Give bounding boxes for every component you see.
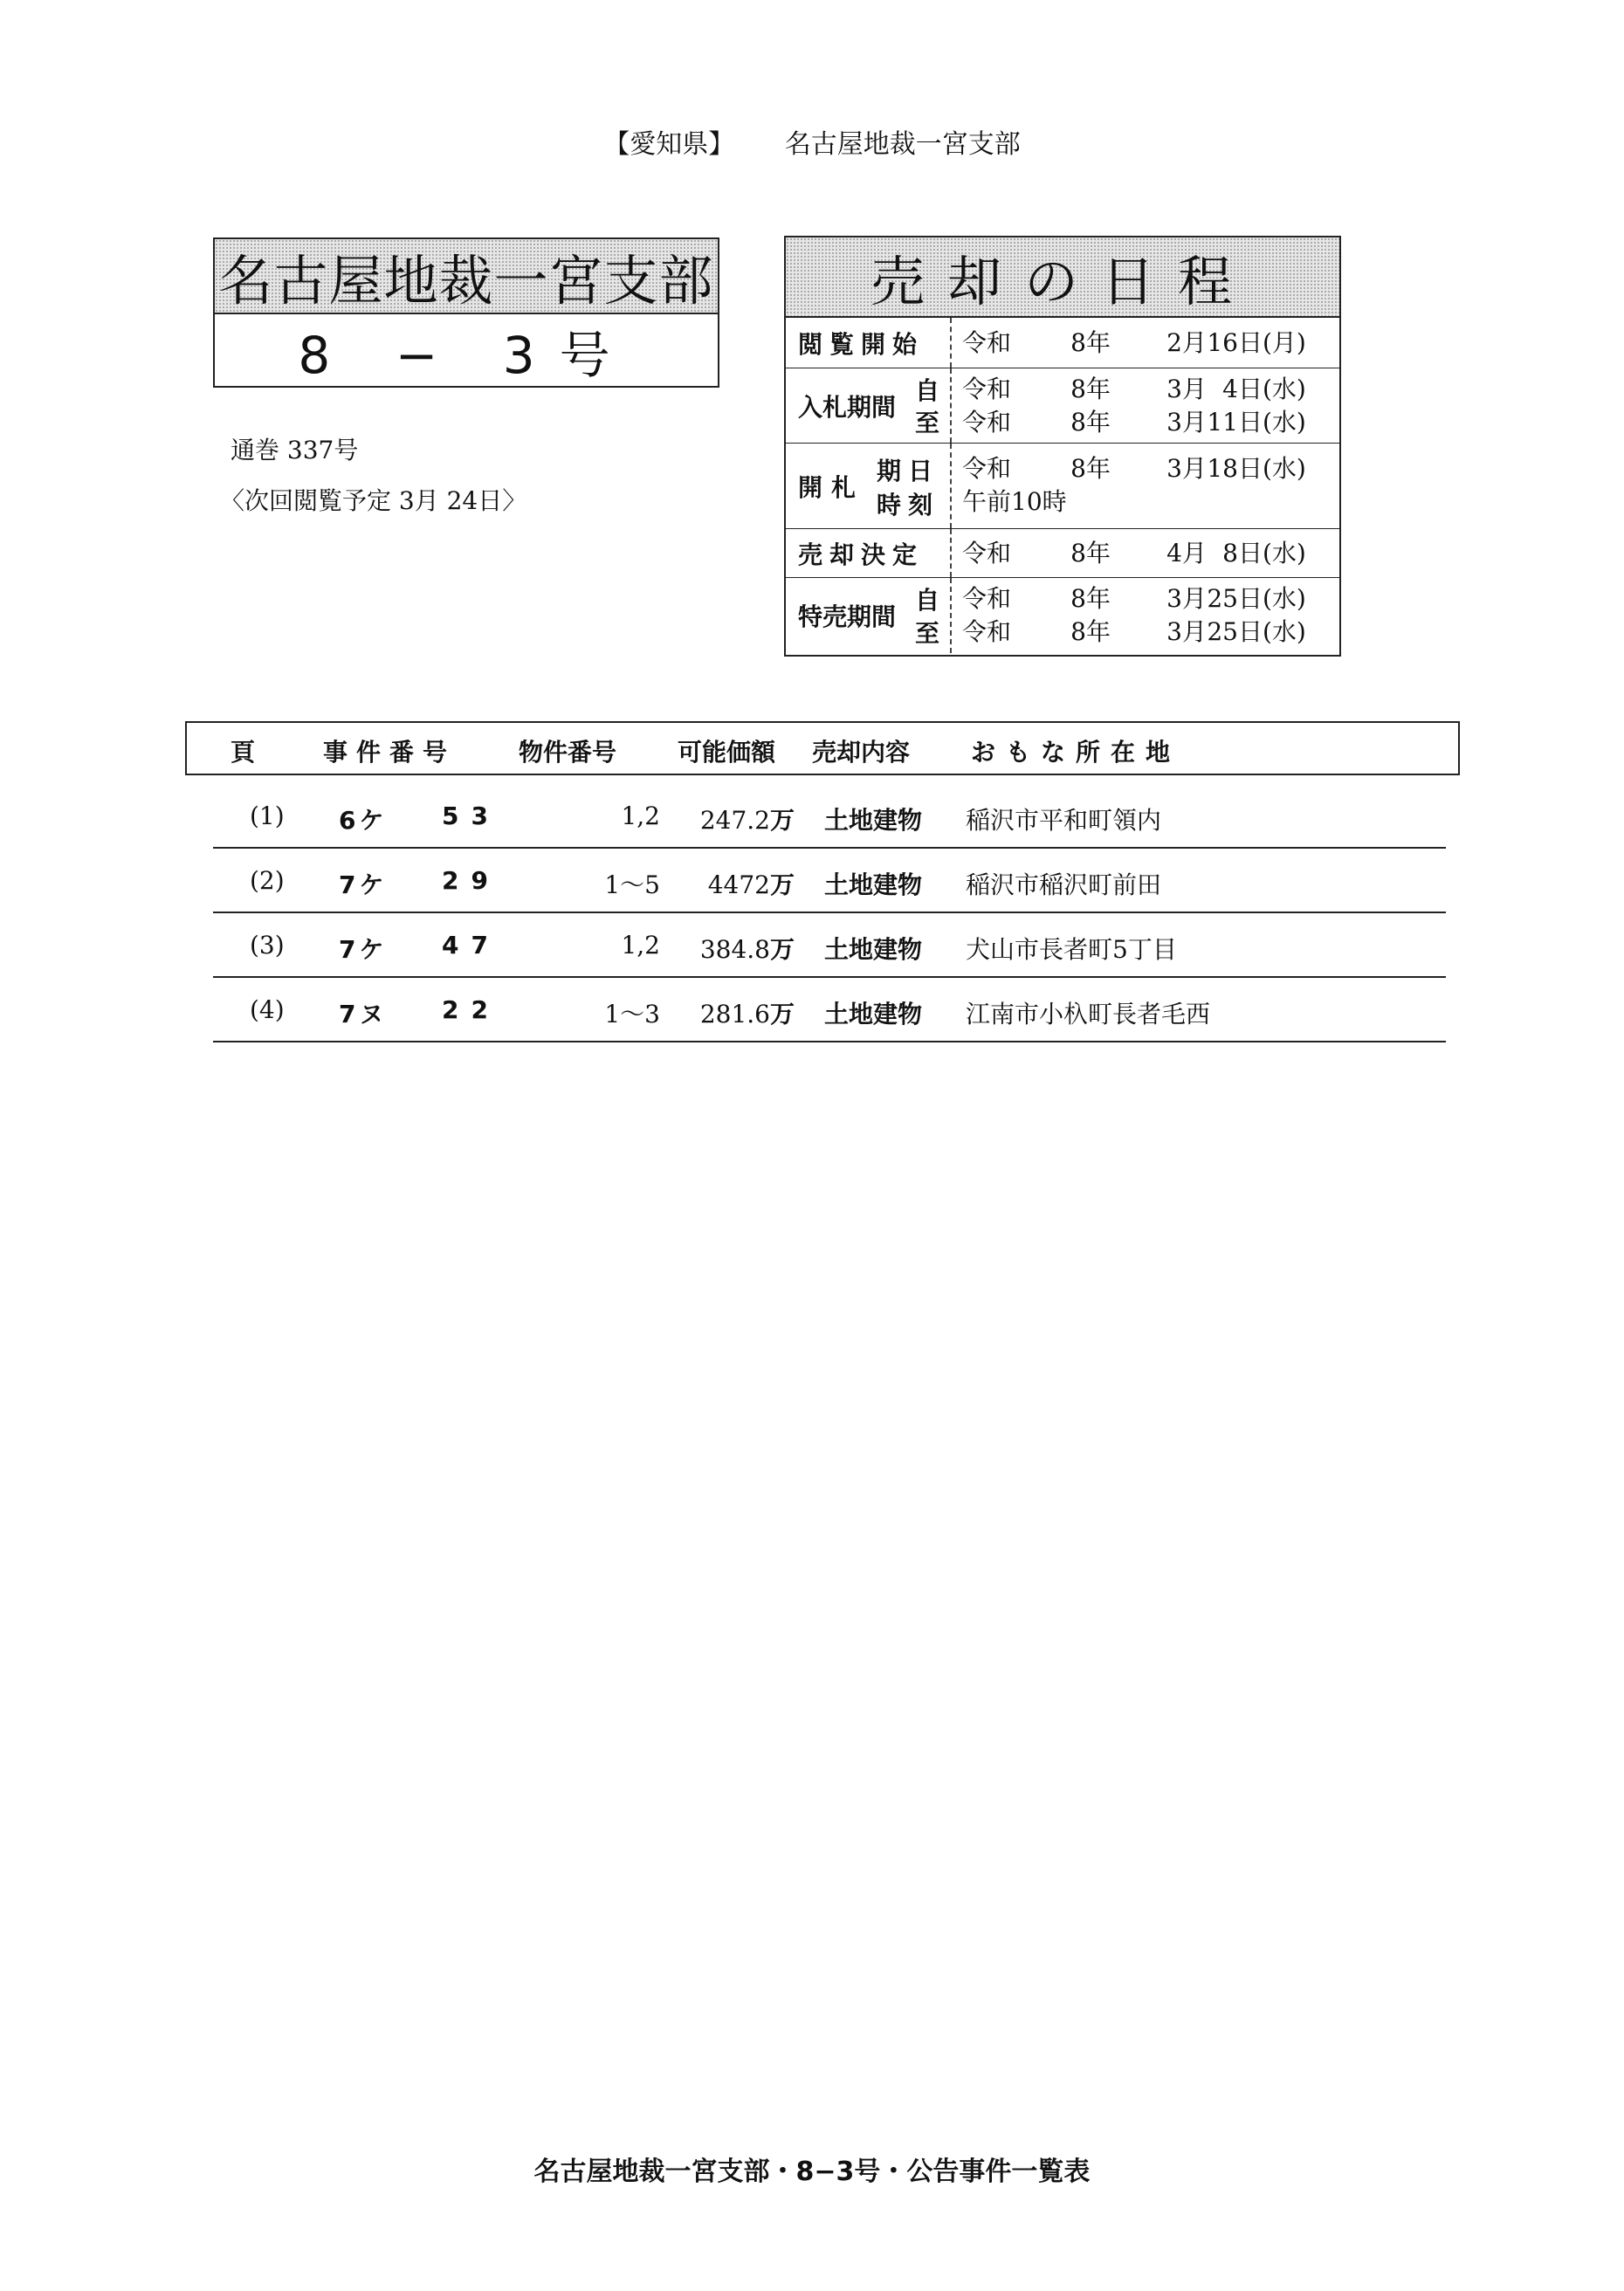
volume-number: 通巻 337号	[231, 436, 359, 464]
schedule-date: 令和 8年 3月11日(水)	[962, 408, 1306, 437]
row-item-number: 1,2	[621, 931, 660, 960]
schedule-label: 売却決定	[798, 540, 925, 569]
schedule-title: 売却の日程	[786, 237, 1339, 318]
row-item-number: 1〜3	[604, 1000, 660, 1029]
column-header-item-number: 物件番号	[519, 738, 617, 767]
schedule-sublabel: 自	[914, 586, 939, 615]
schedule-date: 令和 8年 3月18日(水)	[962, 454, 1306, 483]
page-footer: 名古屋地裁一宮支部・8−3号・公告事件一覧表	[533, 2157, 1091, 2187]
title-box	[213, 237, 719, 388]
row-page: (1)	[250, 802, 285, 830]
schedule-row-opening	[786, 444, 1339, 529]
row-sale-type: 土地建物	[824, 806, 923, 835]
title-court-name: 名古屋地裁一宮支部	[215, 239, 718, 314]
row-location: 江南市小杁町長者毛西	[966, 1000, 1211, 1029]
title-issue-number: 8 − 3号	[298, 326, 635, 385]
row-price: 384.8万	[699, 935, 795, 964]
row-case-number: 47	[442, 931, 500, 960]
row-location: 稲沢市平和町領内	[966, 806, 1162, 835]
row-item-number: 1〜5	[604, 870, 660, 899]
column-header-location: おもな所在地	[971, 738, 1181, 767]
column-header-case-number: 事件番号	[323, 738, 457, 767]
schedule-date: 令和 8年 2月16日(月)	[962, 328, 1306, 357]
row-location: 稲沢市稲沢町前田	[966, 870, 1162, 899]
row-price: 247.2万	[699, 806, 795, 835]
schedule-date: 令和 8年 3月 4日(水)	[962, 375, 1306, 403]
schedule-row-special-sale	[786, 578, 1339, 653]
row-case-type: 7ケ	[339, 935, 388, 964]
table-row	[213, 784, 1446, 849]
row-case-type: 7ヌ	[339, 1000, 388, 1029]
schedule-sublabel: 期日	[876, 457, 939, 485]
row-page: (3)	[250, 931, 285, 960]
row-sale-type: 土地建物	[824, 935, 923, 964]
schedule-date: 令和 8年 4月 8日(水)	[962, 539, 1306, 568]
row-case-number: 29	[442, 866, 500, 895]
schedule-sublabel: 時刻	[876, 491, 939, 519]
sale-schedule	[784, 236, 1341, 657]
prefecture-label: 【愛知県】	[603, 129, 735, 160]
row-page: (2)	[250, 866, 285, 895]
column-header-price: 可能価額	[678, 738, 776, 767]
row-case-type: 7ケ	[339, 870, 388, 899]
column-header-sale-type: 売却内容	[812, 738, 911, 767]
row-sale-type: 土地建物	[824, 1000, 923, 1029]
table-row	[213, 978, 1446, 1042]
row-case-number: 53	[442, 802, 500, 830]
schedule-label: 閲覧開始	[798, 329, 925, 359]
row-price: 4472万	[707, 870, 795, 899]
court-label: 名古屋地裁一宮支部	[784, 129, 1021, 160]
row-page: (4)	[250, 995, 285, 1024]
column-header-page: 頁	[231, 738, 256, 767]
table-row	[213, 913, 1446, 978]
row-sale-type: 土地建物	[824, 870, 923, 899]
schedule-date: 令和 8年 3月25日(水)	[962, 617, 1306, 646]
schedule-time: 午前10時	[962, 487, 1067, 516]
page-header	[0, 122, 1624, 161]
row-case-number: 22	[442, 995, 500, 1024]
schedule-label: 入札期間	[798, 392, 897, 422]
schedule-label: 開札	[798, 472, 865, 502]
schedule-sublabel: 至	[914, 409, 939, 437]
schedule-label: 特売期間	[798, 602, 897, 631]
schedule-date: 令和 8年 3月25日(水)	[962, 584, 1306, 613]
schedule-row-viewing-start	[786, 318, 1339, 368]
schedule-sublabel: 至	[914, 619, 939, 648]
table-row	[213, 849, 1446, 913]
row-location: 犬山市長者町5丁目	[966, 935, 1177, 964]
schedule-row-sale-decision	[786, 529, 1339, 578]
schedule-row-bid-period	[786, 368, 1339, 444]
row-case-type: 6ケ	[339, 806, 388, 835]
schedule-sublabel: 自	[914, 376, 939, 405]
row-item-number: 1,2	[621, 802, 660, 830]
next-viewing-date: 〈次回閲覧予定 3月 24日〉	[220, 486, 527, 515]
case-table-header	[185, 721, 1460, 775]
row-price: 281.6万	[699, 1000, 795, 1029]
